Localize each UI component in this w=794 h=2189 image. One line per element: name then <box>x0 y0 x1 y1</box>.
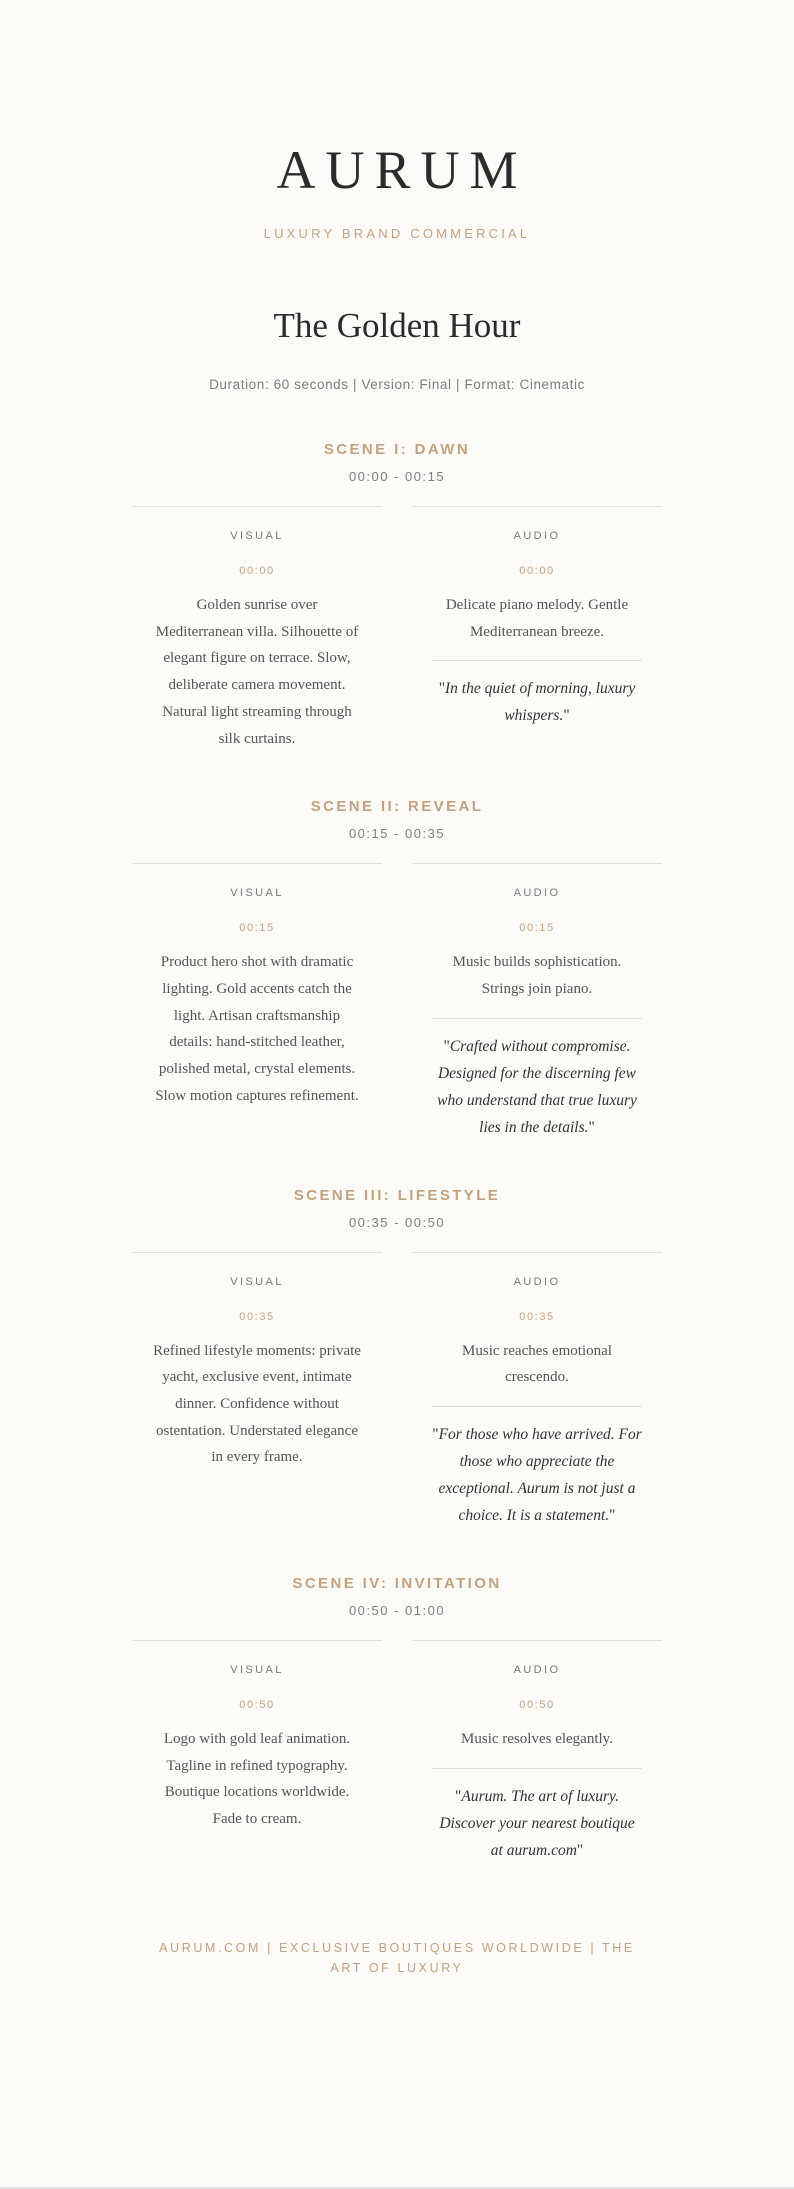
divider <box>432 1768 642 1769</box>
visual-timestamp: 00:50 <box>239 1699 275 1712</box>
visual-description: Golden sunrise over Mediterranean villa. Silhouette of elegant figure on terrace. Slow, deliberate camera movement. Natural light streaming through silk curtains. <box>155 597 359 747</box>
scene-title: SCENE I: DAWN <box>323 441 471 458</box>
audio-label: AUDIO <box>513 1664 561 1677</box>
visual-description: Refined lifestyle moments: private yacht, exclusive event, intimate dinner. Confidence without ostentation. Understated elegance in every frame. <box>153 1342 361 1466</box>
visual-label: VISUAL <box>230 1275 284 1288</box>
voiceover-text: For those who have arrived. For those who appreciate the exceptional. Aurum is not just a choice. It is a statement. <box>438 1426 642 1525</box>
audio-timestamp: 00:15 <box>519 922 555 935</box>
visual-column <box>132 863 382 1140</box>
scene-2 <box>132 798 662 1140</box>
visual-label: VISUAL <box>230 887 284 900</box>
voiceover-quote: "Crafted without compromise. Designed for the discerning few who understand that true luxury lies in the details." <box>437 1037 637 1136</box>
divider <box>432 660 642 661</box>
scene-timecode-range: 00:35 - 00:50 <box>348 1214 446 1230</box>
visual-label: VISUAL <box>230 530 284 542</box>
audio-timestamp: 00:00 <box>519 565 555 577</box>
visual-column <box>132 1252 382 1529</box>
scene-title: SCENE III: LIFESTYLE <box>293 1186 501 1204</box>
visual-timestamp: 00:15 <box>239 922 275 935</box>
audio-column <box>412 506 662 752</box>
visual-description: Product hero shot with dramatic lighting. Gold accents catch the light. Artisan craftsmanship details: hand-stitched leather, polished metal, crystal elements. Slow motion captures refinement. <box>155 954 359 1104</box>
visual-timestamp: 00:35 <box>239 1310 275 1323</box>
scene-timecode-range: 00:50 - 01:00 <box>348 1603 446 1619</box>
scene-1 <box>132 441 662 752</box>
audio-label: AUDIO <box>513 530 561 542</box>
audio-column <box>412 1640 662 1864</box>
voiceover-quote: "In the quiet of morning, luxury whispers." <box>438 680 636 725</box>
audio-description: Music builds sophistication. Strings join piano. <box>452 954 622 997</box>
audio-column <box>412 863 662 1140</box>
voiceover-text: In the quiet of morning, luxury whispers. <box>445 680 636 725</box>
footer-tagline: AURUM.COM | EXCLUSIVE BOUTIQUES WORLDWIDE | THE ART OF LUXURY <box>159 1940 635 1975</box>
voiceover-text: Crafted without compromise. Designed for the discerning few who understand that true luxury lies in the details. <box>437 1037 637 1136</box>
production-meta: Duration: 60 seconds | Version: Final | Format: Cinematic <box>209 377 585 392</box>
audio-description: Delicate piano melody. Gentle Mediterranean breeze. <box>445 597 629 640</box>
script-document <box>132 0 662 1978</box>
audio-column <box>412 1252 662 1529</box>
scene-3 <box>132 1187 662 1529</box>
voiceover-text: Aurum. The art of luxury. Discover your nearest boutique at aurum.com <box>439 1787 635 1859</box>
voiceover-quote: "Aurum. The art of luxury. Discover your nearest boutique at aurum.com" <box>439 1787 635 1859</box>
brand-tagline: LUXURY BRAND COMMERCIAL <box>263 226 531 241</box>
audio-timestamp: 00:50 <box>519 1699 555 1712</box>
page-title: The Golden Hour <box>273 306 521 345</box>
scene-4 <box>132 1575 662 1864</box>
brand-logo: AURUM <box>276 140 528 200</box>
visual-column <box>132 1640 382 1864</box>
visual-column <box>132 506 382 752</box>
visual-description: Logo with gold leaf animation. Tagline in refined typography. Boutique locations worldwide. Fade to cream. <box>163 1731 351 1828</box>
divider <box>432 1406 642 1407</box>
audio-description: Music resolves elegantly. <box>461 1731 613 1748</box>
divider <box>432 1018 642 1019</box>
visual-label: VISUAL <box>230 1664 284 1677</box>
scene-timecode-range: 00:15 - 00:35 <box>348 826 446 842</box>
audio-timestamp: 00:35 <box>519 1310 555 1323</box>
visual-timestamp: 00:00 <box>239 565 275 577</box>
scene-timecode-range: 00:00 - 00:15 <box>348 469 446 484</box>
audio-label: AUDIO <box>513 1275 561 1288</box>
audio-description: Music reaches emotional crescendo. <box>462 1342 612 1386</box>
scene-title: SCENE II: REVEAL <box>310 798 484 816</box>
voiceover-quote: "For those who have arrived. For those who appreciate the exceptional. Aurum is not just a choice. It is a statement." <box>432 1426 642 1525</box>
scene-title: SCENE IV: INVITATION <box>292 1575 502 1593</box>
audio-label: AUDIO <box>513 887 561 900</box>
